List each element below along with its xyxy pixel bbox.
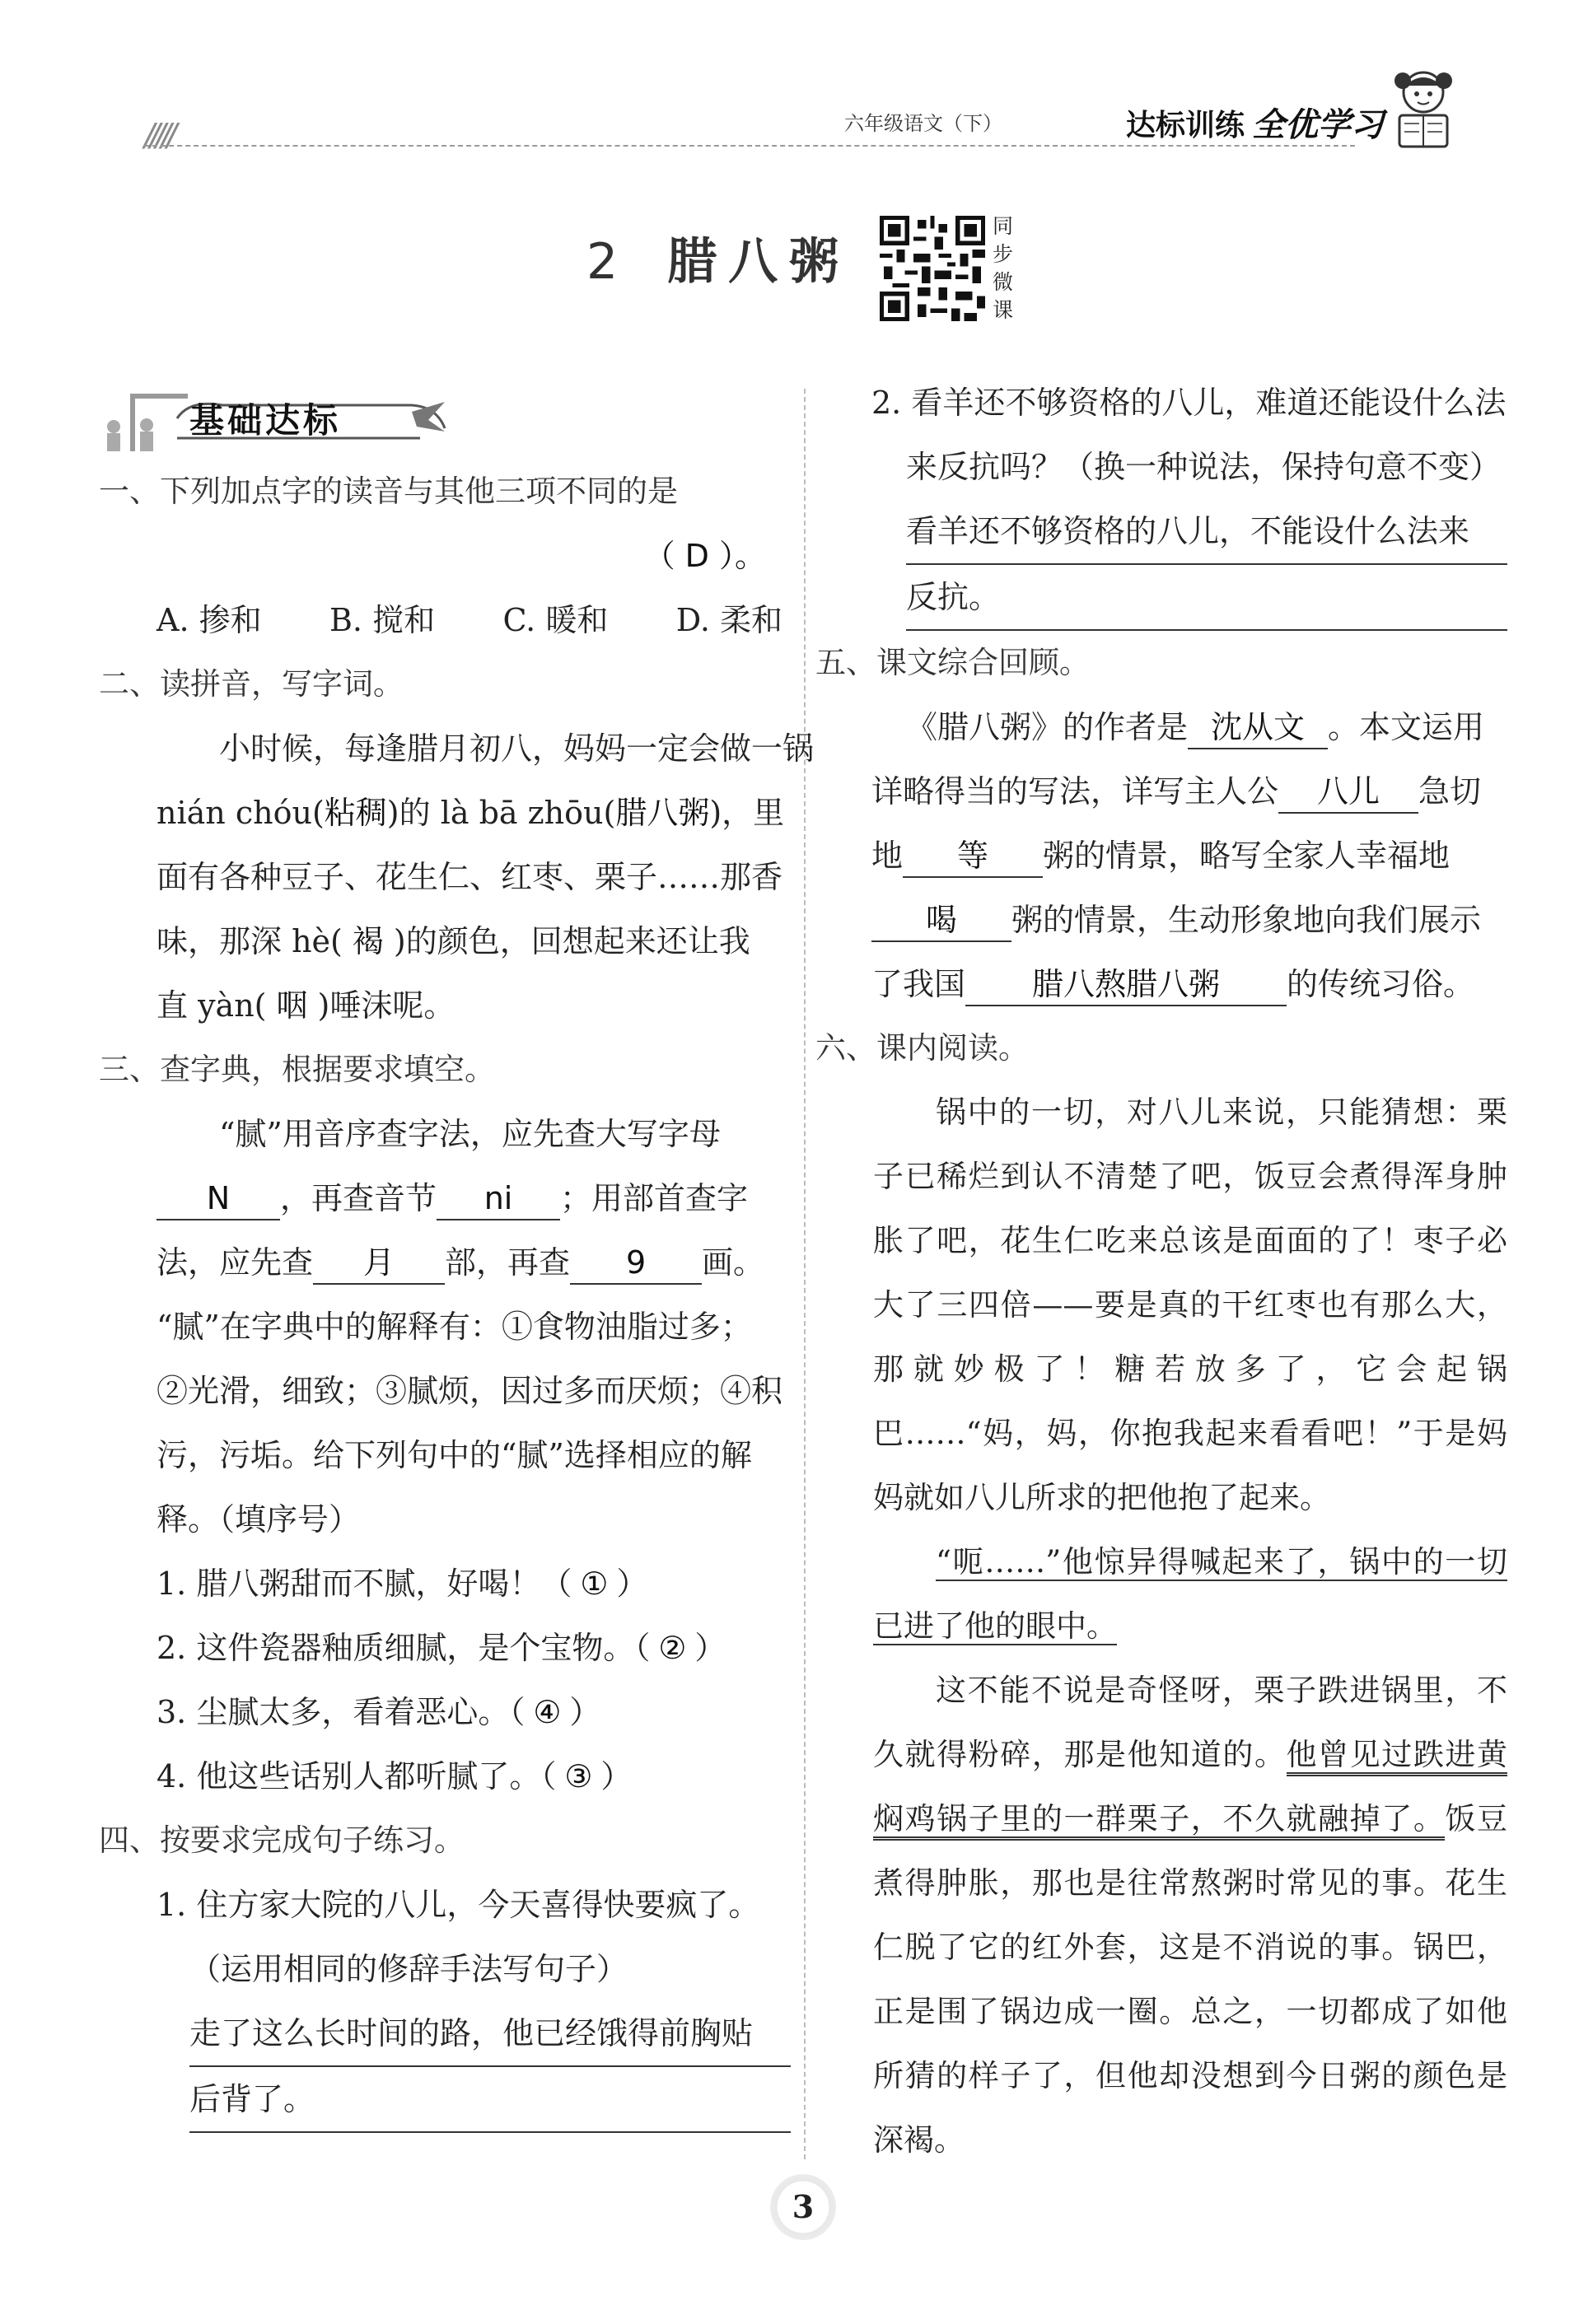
section-banner (99, 371, 791, 453)
q2-heading: 二、读拼音，写字词。 (99, 666, 404, 702)
q5-blank-protagonist: 八儿 (1278, 771, 1418, 814)
q5-heading: 五、课文综合回顾。 (815, 645, 1090, 680)
q1-heading: 一、下列加点字的读音与其他三项不同的是 (99, 474, 678, 509)
q5-blank-author: 沈从文 (1188, 707, 1328, 749)
q2-line-1: 小时候，每逢腊月初八，妈妈一定会做一锅 (219, 730, 815, 767)
q6-underlined-sentence: “呃……”他惊异得喊起来了，锅中的一切已进了他的眼中。 (873, 1544, 1507, 1644)
q2-line-2: nián chóu(粘稠)的 là bā zhōu(腊八粥)，里 (156, 795, 785, 831)
q5-blank-wait: 等 (903, 835, 1043, 878)
q1-answer: （ D ）。 (643, 538, 766, 574)
q3-line-4: “腻”在字典中的解释有：①食物油脂过多； (156, 1309, 752, 1345)
q1-option-b: B. 搅和 (329, 602, 436, 638)
q4-answer-2-line-1: 看羊还不够资格的八儿，不能设什么法来 (906, 499, 1507, 565)
q3-line-6: 污，污垢。给下列句中的“腻”选择相应的解 (156, 1437, 752, 1473)
header-series: 达标训练 (1126, 108, 1245, 142)
q2-line-3: 面有各种豆子、花生仁、红枣、栗子……那香 (156, 859, 783, 895)
q6-paragraph-1: 锅中的一切，对八儿来说，只能猜想：栗子已稀烂到认不清楚了吧，饭豆会煮得浑身肿胀了吧，花生仁吃来总该是面面的了！枣子必大了三四倍——要是真的干红枣也有那么大，那就妙极了！糖若放多了，它会起锅巴……“妈，妈，你抱我起来看看吧！”于是妈妈就如八儿所求的把他抱了起来。 (873, 1094, 1507, 1515)
q4-sentence-1-requirement: （运用相同的修辞手法写句子） (189, 1951, 628, 1987)
q3-line-1: “腻”用音序查字法，应先查大写字母 (219, 1116, 721, 1152)
qr-code-icon[interactable] (880, 216, 985, 321)
header-grade: 六年级语文（下） (844, 112, 1002, 135)
qr-label: 同 步 微 课 (993, 214, 1014, 322)
q5-line-5: 了我国 腊八熬腊八粥 的传统习俗。 (815, 952, 1507, 1016)
section-banner-label: 基础达标 (189, 400, 342, 441)
q2-answer-labazhou: 腊八粥 (615, 795, 710, 831)
q4-sentence-2-line-2: 来反抗吗？（换一种说法，保持句意不变） (906, 449, 1502, 485)
q2-line-5: 直 yàn( 咽 )唾沫呢。 (156, 987, 455, 1024)
q6-heading: 六、课内阅读。 (815, 1030, 1029, 1066)
reading-girl-icon (1378, 66, 1469, 156)
q3-blank-letter: N (156, 1178, 280, 1220)
q1-options (99, 588, 791, 652)
q3-item-3: 3. 尘腻太多，看着恶心。（ ④ ） (156, 1694, 601, 1730)
q4-heading: 四、按要求完成句子练习。 (99, 1822, 465, 1858)
q3-blank-radical: 月 (313, 1242, 445, 1285)
q4-answer-1-line-1: 走了这么长时间的路，他已经饿得前胸贴 (189, 2001, 791, 2067)
q1-option-a: A. 掺和 (156, 602, 262, 638)
q3-line-5: ②光滑，细致；③腻烦，因过多而厌烦；④积 (156, 1373, 783, 1409)
q3-item-2: 2. 这件瓷器釉质细腻，是个宝物。（ ② ） (156, 1630, 726, 1666)
q5-line-2: 详略得当的写法，详写主人公 八儿 急切 (815, 759, 1507, 824)
q4-sentence-1: 1. 住方家大院的八儿，今天喜得快要疯了。 (156, 1887, 760, 1923)
q2-line-4: 味，那深 hè( 褐 )的颜色，回想起来还让我 (156, 923, 750, 959)
q3-line-3: 法，应先查 月 部，再查 9 画。 (99, 1230, 791, 1295)
q3-blank-syllable: ni (437, 1178, 560, 1220)
q4-answer-2-line-2: 反抗。 (906, 565, 1507, 631)
q5-line-3: 地 等 粥的情景，略写全家人幸福地 (815, 824, 1507, 888)
lesson-number: 2 (586, 233, 619, 291)
q2-answer-niancho: 粘稠 (324, 795, 387, 831)
q1-option-c: C. 暖和 (502, 602, 609, 638)
column-divider (804, 389, 806, 2159)
header-brand: 全优学习 (1252, 105, 1384, 144)
q2-answer-he: 褐 (352, 923, 384, 959)
q5-blank-custom: 腊八熬腊八粥 (965, 964, 1287, 1006)
q3-heading: 三、查字典，根据要求填空。 (99, 1052, 495, 1087)
q6-paragraph-2 (815, 1530, 1507, 1659)
header-rule (144, 145, 1355, 147)
q4-sentence-2-line-1: 2. 看羊还不够资格的八儿，难道还能设什么法 (871, 385, 1507, 421)
page-header (144, 99, 1454, 156)
q3-item-4: 4. 他这些话别人都听腻了。（ ③ ） (156, 1758, 633, 1794)
q4-answer-1-line-2: 后背了。 (189, 2067, 791, 2133)
q1-option-d: D. 柔和 (675, 602, 782, 638)
page-number: 3 (770, 2174, 836, 2240)
q3-blank-strokes: 9 (570, 1242, 702, 1285)
lesson-title (586, 222, 850, 293)
q6-double-underlined-sentence: 他曾见过跌进黄焖鸡锅子里的一群栗子，不久就融掉了。 (873, 1737, 1507, 1841)
q5-line-4: 喝 粥的情景，生动形象地向我们展示 (815, 888, 1507, 952)
left-column (99, 371, 815, 2133)
q6-paragraph-3: 这不能不说是奇怪呀，栗子跌进锅里，不久就得粉碎，那是他知道的。他曾见过跌进黄焖鸡锅子里的一群栗子，不久就融掉了。饭豆煮得肿胀，那也是往常熬粥时常见的事。花生仁脱了它的红外套，这是不消说的事。锅巴，正是围了锅边成一圈。总之，一切都成了如他所猜的样子了，但他却没想到今日粥的颜色是深褐。 (873, 1673, 1508, 2158)
right-column (815, 371, 1507, 2172)
q3-item-1: 1. 腊八粥甜而不腻，好喝！（ ① ） (156, 1566, 648, 1602)
q5-blank-drink: 喝 (871, 899, 1011, 942)
lesson-name: 腊八粥 (667, 233, 851, 291)
q5-line-1: 《腊八粥》的作者是 沈从文 。本文运用 (815, 695, 1507, 759)
header-slashes: ///// (144, 117, 173, 153)
q3-line-2: N ，再查音节 ni ；用部首查字 (99, 1166, 791, 1230)
q3-line-7: 释。（填序号） (156, 1501, 361, 1538)
q2-answer-yan: 咽 (276, 987, 308, 1024)
